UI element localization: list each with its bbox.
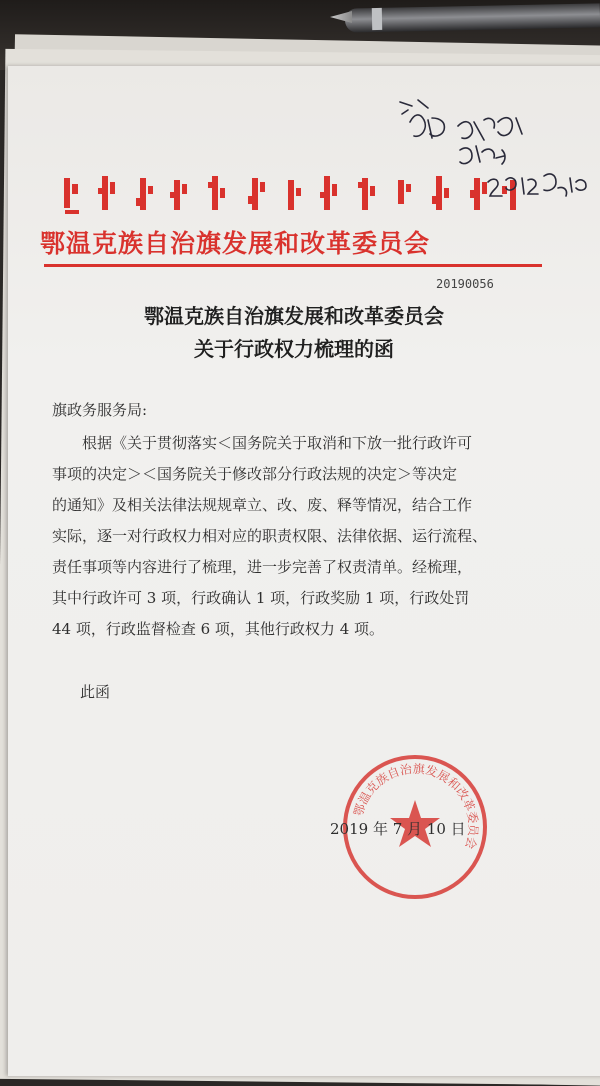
body-line: 的通知》及相关法律法规规章立、改、废、释等情况，结合工作	[52, 496, 473, 514]
document-date: 2019 年 7 月 10 日	[330, 820, 466, 838]
body-line: 44 项，行政监督检查 6 项，其他行政权力 4 项。	[52, 620, 385, 638]
body-paragraph	[52, 428, 572, 645]
body-line: 实际，逐一对行政权力相对应的职责权限、法律依据、运行流程、	[52, 527, 488, 545]
body-line: 责任事项等内容进行了梳理，进一步完善了权责清单。经梳理，	[52, 558, 473, 576]
pen-ring	[372, 8, 382, 30]
seal-ring-text: 鄂温克族自治旗发展和改革委员会	[351, 761, 481, 851]
handwritten-note-text: 同意 签发 2019.7.10	[388, 92, 398, 93]
body-line: 事项的决定＞＜国务院关于修改部分行政法规的决定＞等决定	[52, 465, 458, 483]
handwritten-approval-note	[388, 92, 600, 227]
document-number: 20190056	[436, 277, 494, 291]
issuing-organization: 鄂温克族自治旗发展和改革委员会	[40, 229, 431, 258]
closing-phrase: 此函	[80, 683, 111, 701]
red-header-rule	[44, 264, 542, 267]
salutation: 旗政务服务局:	[52, 401, 148, 419]
body-line: 根据《关于贯彻落实＜国务院关于取消和下放一批行政许可	[52, 434, 473, 452]
document-title-line2: 关于行政权力梳理的函	[194, 337, 394, 361]
body-line: 其中行政许可 3 项，行政确认 1 项，行政奖励 1 项，行政处罚	[52, 589, 470, 607]
document-title-line1: 鄂温克族自治旗发展和改革委员会	[144, 304, 444, 328]
mongolian-script-text: ᠡᠸᠧᠩᠺᠢ ᠥᠪᠡᠷᠲᠡᠭᠡᠨ ᠵᠠᠰᠠᠬᠤ ᠬᠣᠰᠢᠭᠤᠨ	[62, 170, 78, 171]
